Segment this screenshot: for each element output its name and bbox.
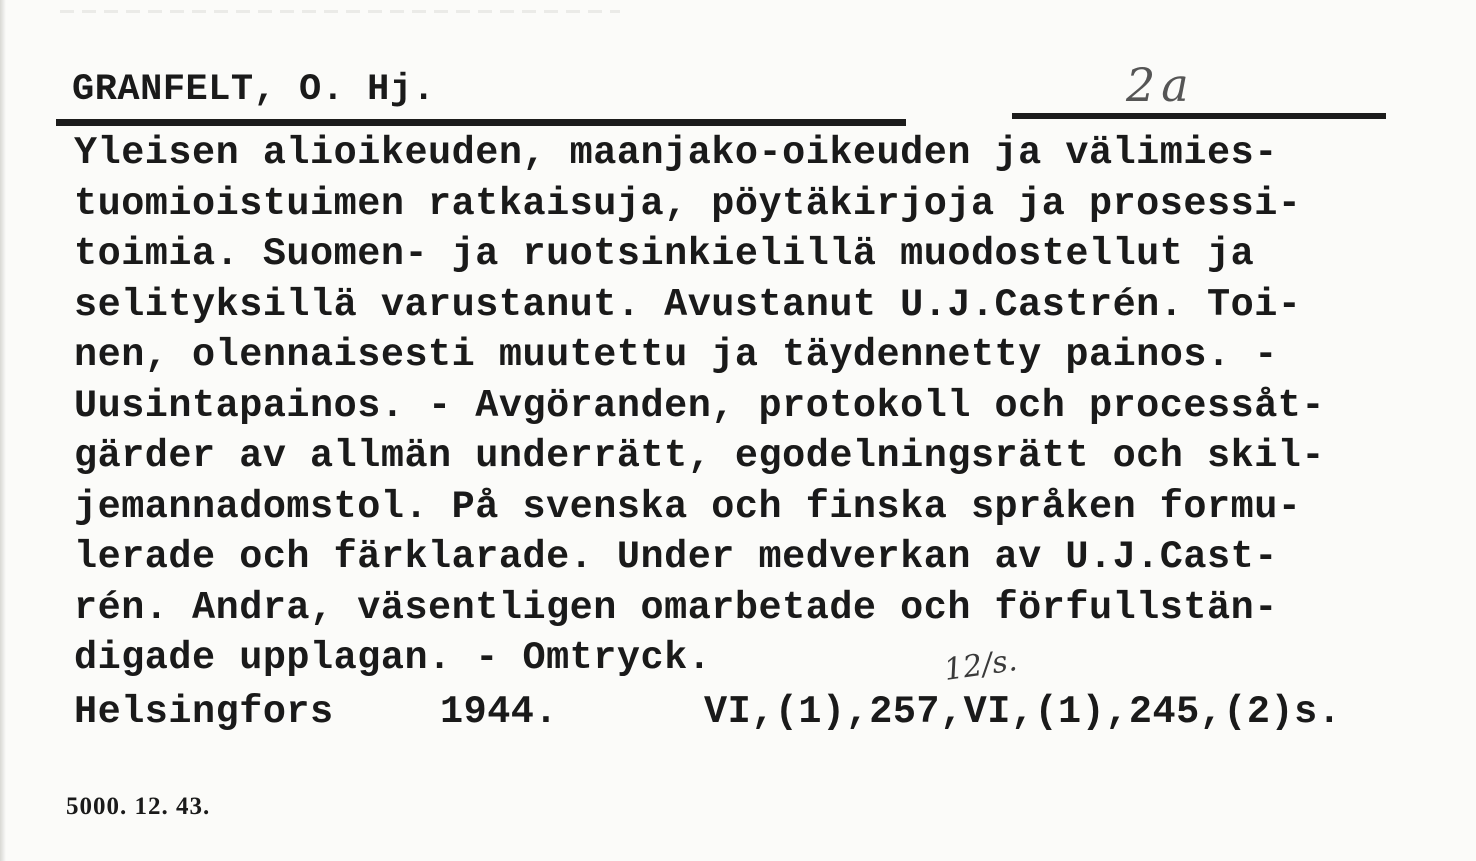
description-line: digade upplagan. - Omtryck.: [74, 636, 712, 680]
shelfmark-handwritten: 2a: [1126, 58, 1195, 112]
description-line: lerade och färklarade. Under medverkan av U.J.Cast-: [74, 535, 1278, 579]
imprint-place: Helsingfors: [74, 690, 334, 734]
handwritten-note: 12/s.: [941, 643, 1020, 688]
description-line: Uusintapainos. - Avgöranden, protokoll och processåt-: [74, 383, 1325, 428]
description-line: gärder av allmän underrätt, egodelningsrätt och skil-: [74, 434, 1325, 478]
description-line: rén. Andra, väsentligen omarbetade och förfullstän-: [74, 585, 1278, 630]
heading-rule-right: [1012, 113, 1386, 119]
imprint-pagination: VI,(1),257,VI,(1),245,(2)s.: [704, 690, 1342, 734]
description-line: Yleisen alioikeuden, maanjako-oikeuden ja välimies-: [74, 131, 1278, 175]
title-description: [74, 128, 1464, 684]
heading-rule-left: [56, 119, 906, 126]
description-line: toimia. Suomen- ja ruotsinkielillä muodostellut ja: [74, 232, 1255, 276]
imprint-year: 1944.: [440, 690, 559, 734]
description-line: selityksillä varustanut. Avustanut U.J.Castrén. Toi-: [74, 282, 1302, 327]
card-print-code: 5000. 12. 43.: [66, 793, 211, 820]
description-line: nen, olennaisesti muutettu ja täydennetty painos. -: [74, 333, 1278, 377]
description-line: tuomioistuimen ratkaisuja, pöytäkirjoja ja prosessi-: [74, 181, 1302, 226]
card-edge-shadow: [0, 0, 6, 861]
description-line: jemannadomstol. På svenska och finska språken formu-: [74, 484, 1302, 529]
author-heading: GRANFELT, O. Hj.: [72, 69, 436, 111]
imprint-line: [74, 686, 1464, 738]
faint-bleed-through: [60, 10, 620, 13]
